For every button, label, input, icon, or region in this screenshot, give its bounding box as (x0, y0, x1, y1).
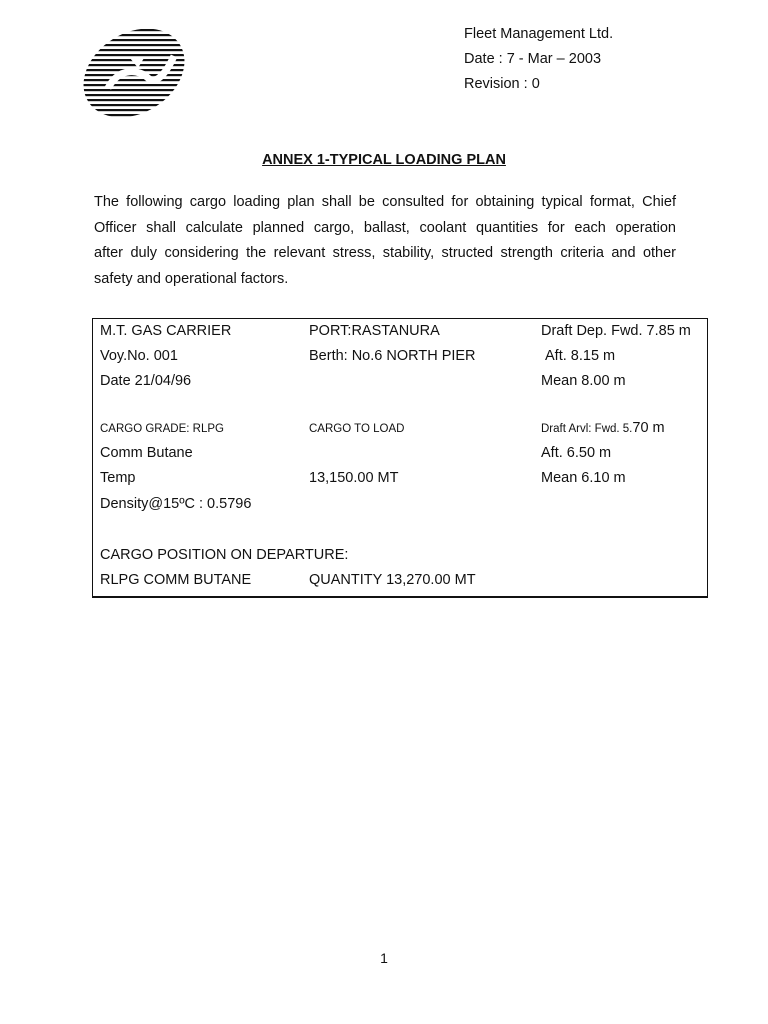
cargo-position-quantity: QUANTITY 13,270.00 MT (309, 572, 476, 588)
cargo-position-name: RLPG COMM BUTANE (100, 572, 252, 588)
page-number: 1 (380, 950, 388, 966)
document-header (464, 22, 613, 97)
cargo-grade-name: Comm Butane (100, 445, 193, 461)
company-logo (78, 18, 190, 128)
temperature-label: Temp (100, 470, 136, 486)
draft-departure-aft: Aft. 8.15 m (545, 348, 616, 364)
draft-arrival-aft: Aft. 6.50 m (541, 445, 612, 461)
paragraph-line: after duly considering the relevant stress, stability, structed strength criteria and other (94, 245, 676, 261)
cargo-grade: CARGO GRADE: RLPG (100, 423, 224, 435)
annex-title: ANNEX 1-TYPICAL LOADING PLAN (262, 152, 506, 168)
cargo-density: Density@15ºC : 0.5796 (100, 496, 252, 512)
cargo-load-quantity: 13,150.00 MT (309, 470, 399, 486)
company-name: Fleet Management Ltd. (464, 26, 614, 42)
intro-paragraph (94, 190, 676, 292)
draft-arrival-fwd (541, 419, 665, 438)
paragraph-line: safety and operational factors. (94, 270, 289, 287)
berth: Berth: No.6 NORTH PIER (309, 348, 476, 364)
paragraph-line: Officer shall calculate planned cargo, ballast, coolant quantities for each operation (94, 219, 676, 236)
paragraph-line: The following cargo loading plan shall be consulted for obtaining typical format, Chief (94, 194, 676, 210)
document-date: Date : 7 - Mar – 2003 (464, 51, 602, 67)
draft-departure-mean: Mean 8.00 m (541, 373, 626, 389)
draft-departure-fwd: Draft Dep. Fwd. 7.85 m (541, 323, 691, 339)
draft-arrival-fwd-suffix: 70 m (632, 420, 665, 436)
voyage-number: Voy.No. 001 (100, 348, 178, 364)
vessel-name: M.T. GAS CARRIER (100, 323, 232, 339)
document-revision: Revision : 0 (464, 76, 540, 92)
plan-date: Date 21/04/96 (100, 373, 192, 389)
cargo-position-heading: CARGO POSITION ON DEPARTURE: (100, 547, 349, 563)
draft-arrival-mean: Mean 6.10 m (541, 470, 626, 486)
port: PORT:RASTANURA (309, 323, 440, 339)
cargo-to-load-label: CARGO TO LOAD (309, 423, 405, 435)
draft-arrival-fwd-prefix: Draft Arvl: Fwd. 5. (541, 423, 633, 435)
